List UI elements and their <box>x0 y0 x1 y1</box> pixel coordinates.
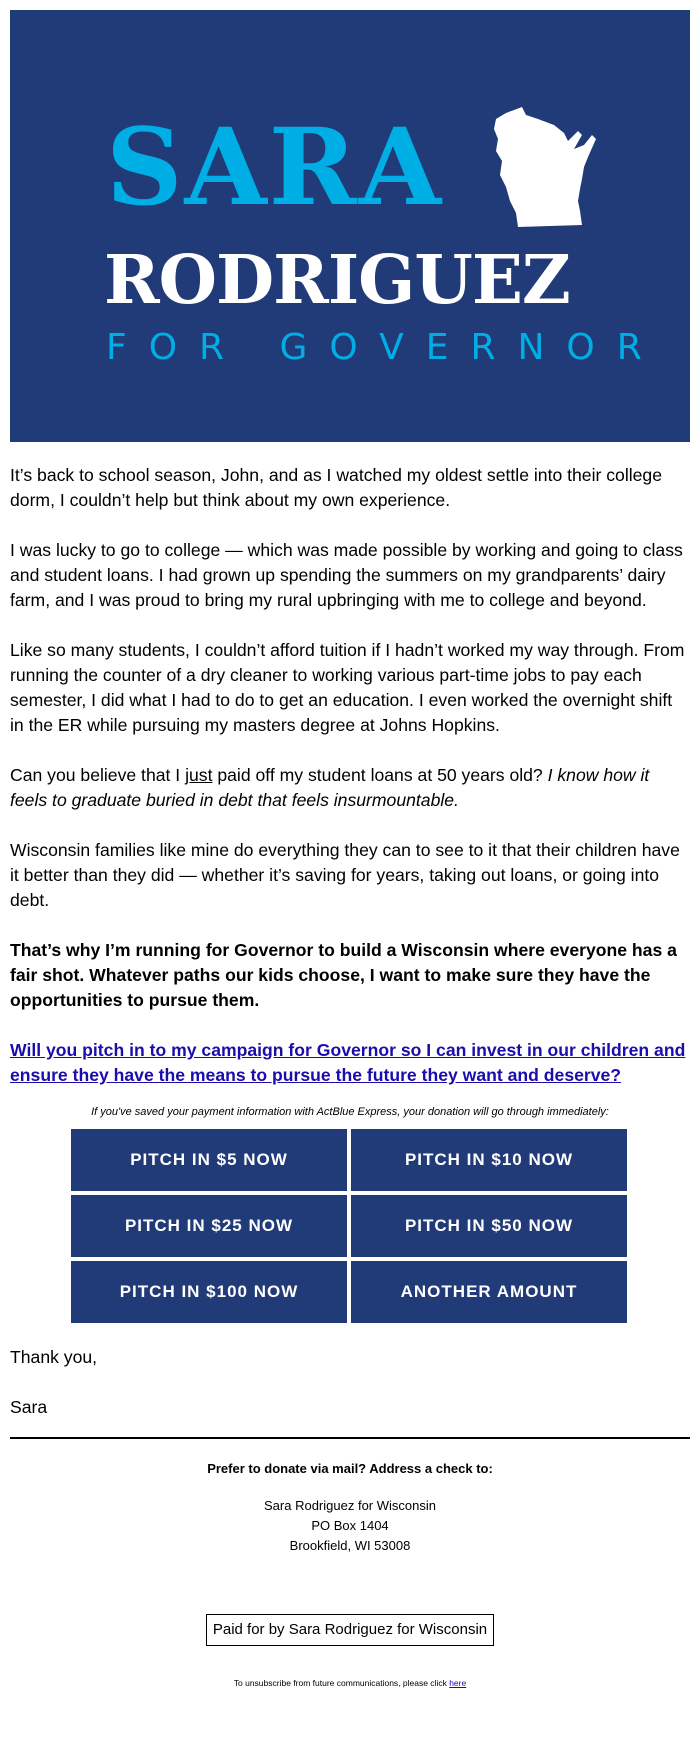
mailing-address <box>10 1496 690 1556</box>
donate-100-button[interactable]: PITCH IN $100 NOW <box>71 1261 347 1323</box>
wisconsin-state-icon <box>492 105 602 231</box>
email-body <box>10 463 690 1088</box>
cta-paragraph <box>10 1038 690 1088</box>
donate-25-button[interactable]: PITCH IN $25 NOW <box>71 1195 347 1257</box>
mail-donation-heading: Prefer to donate via mail? Address a check to: <box>207 1461 493 1476</box>
closing-signature: Sara <box>10 1397 48 1417</box>
paragraph-1: It’s back to school season, John, and as I watched my oldest settle into their college dorm, I couldn’t help but think about my own experience. <box>10 465 662 510</box>
campaign-logo-banner <box>10 10 690 442</box>
unsubscribe-text: To unsubscribe from future communications, please click <box>233 1678 450 1688</box>
donate-5-button[interactable]: PITCH IN $5 NOW <box>71 1129 347 1191</box>
paid-for-container <box>10 1614 690 1646</box>
paragraph-4-text-b: paid off my student loans at 50 years old? <box>212 765 548 785</box>
paragraph-4 <box>10 763 690 813</box>
footer-divider <box>10 1437 690 1439</box>
email-container <box>10 10 700 1688</box>
logo-last-name: RODRIGUEZ <box>104 240 570 319</box>
cta-link[interactable]: Will you pitch in to my campaign for Governor so I can invest in our children and ensure they have the means to pursue the future they want and deserve? <box>10 1040 686 1085</box>
address-line-1: Sara Rodriguez for Wisconsin <box>264 1498 436 1513</box>
paragraph-4-text-a: Can you believe that I <box>10 765 186 785</box>
donate-10-button[interactable]: PITCH IN $10 NOW <box>351 1129 627 1191</box>
paragraph-6-bold <box>10 938 690 1013</box>
paid-for-disclaimer: Paid for by Sara Rodriguez for Wisconsin <box>206 1614 494 1646</box>
address-line-2: PO Box 1404 <box>311 1518 389 1533</box>
donate-other-amount-button[interactable]: ANOTHER AMOUNT <box>351 1261 627 1323</box>
closing-thanks: Thank you, <box>10 1347 98 1367</box>
logo-first-name: SARA <box>106 104 444 229</box>
donation-buttons <box>71 1129 631 1323</box>
paragraph-3: Like so many students, I couldn’t afford tuition if I hadn’t worked my way through. From running the counter of a dry cleaner to working various part-time jobs to pay each semester, I did what I had to do to get an education. I even worked the overnight shift in the ER while pursuing my masters degree at Johns Hopkins. <box>10 640 685 735</box>
logo-tagline: FOR GOVERNOR <box>106 327 664 368</box>
paragraph-4-italic: I know how it feels to graduate buried in debt that feels insurmountable. <box>10 765 650 810</box>
unsubscribe-link[interactable]: here <box>449 1678 467 1688</box>
paragraph-6-text: That’s why I’m running for Governor to build a Wisconsin where everyone has a fair shot. Whatever paths our kids choose, I want to make sure they have the opportunities to pursue them. <box>10 940 677 1010</box>
paragraph-5: Wisconsin families like mine do everything they can to see to it that their children have it better than they did — whether it’s saving for years, taking out loans, or going into debt. <box>10 840 680 910</box>
paragraph-4-underlined: just <box>185 765 213 785</box>
unsubscribe-line <box>10 1678 690 1688</box>
actblue-note: If you've saved your payment information with ActBlue Express, your donation will go through immediately: <box>91 1106 609 1118</box>
paragraph-2: I was lucky to go to college — which was made possible by working and going to class and student loans. I had grown up spending the summers on my grandparents’ dairy farm, and I was proud to bring my rural upbringing with me to college and beyond. <box>10 540 683 610</box>
address-line-3: Brookfield, WI 53008 <box>289 1538 411 1553</box>
donate-50-button[interactable]: PITCH IN $50 NOW <box>351 1195 627 1257</box>
